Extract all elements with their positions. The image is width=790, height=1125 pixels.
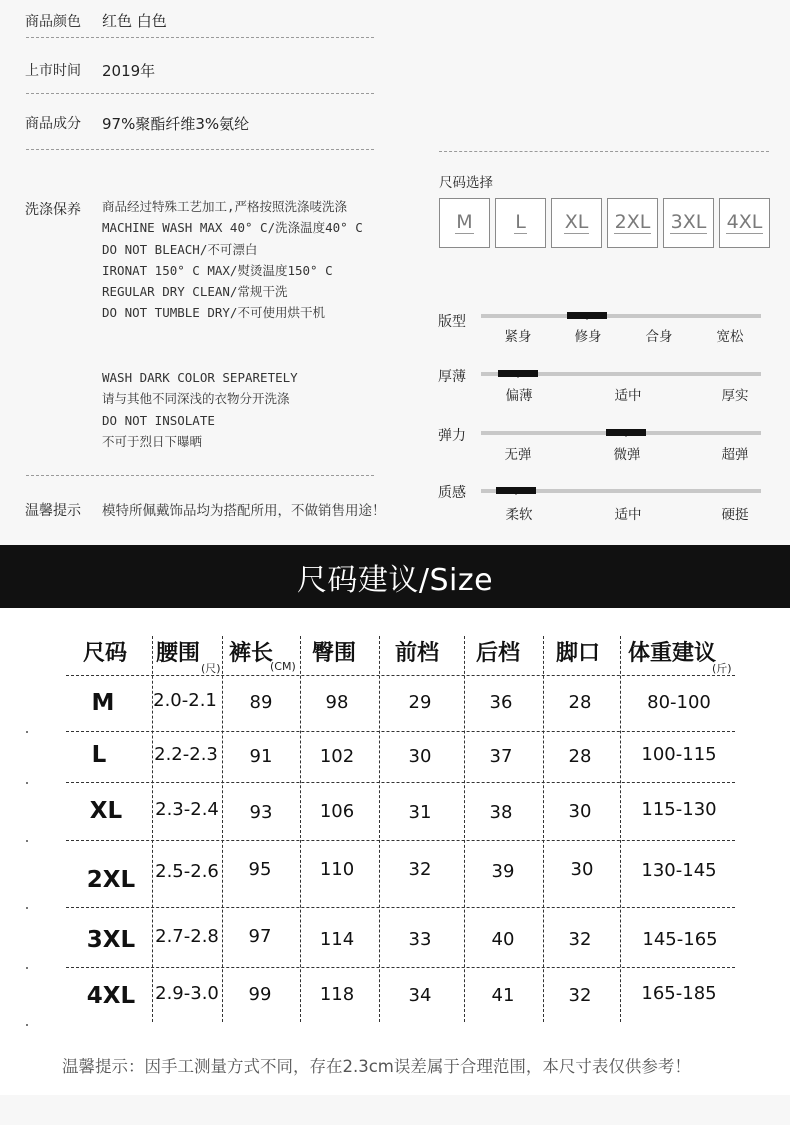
size-banner [0, 545, 790, 608]
care-line: MACHINE WASH MAX 40° C/洗涤温度40° C [102, 220, 363, 236]
care-line: REGULAR DRY CLEAN/常规干洗 [102, 284, 288, 300]
texture-scale [481, 489, 761, 493]
fit-tick: 紧身 [504, 329, 532, 345]
fit-tick: 宽松 [716, 329, 744, 345]
header-length: 裤长 [229, 641, 274, 666]
color-value: 红色 白色 [102, 12, 167, 30]
material-value: 97%聚酯纤维3%氨纶 [102, 115, 250, 133]
care-line: 商品经过特殊工艺加工,严格按照洗涤唛洗涤 [102, 199, 348, 214]
thickness-tick: 适中 [614, 388, 642, 404]
measurement-note: 温馨提示：因手工测量方式不同，存在2.3cm误差属于合理范围，本尺寸表仅供参考！ [62, 1057, 691, 1076]
material-label: 商品成分 [25, 116, 81, 132]
header-hip: 臀围 [312, 641, 357, 666]
fit-tick: 修身 [574, 329, 602, 345]
care-line: DO NOT BLEACH/不可漂白 [102, 241, 258, 257]
elasticity-scale [481, 431, 761, 435]
fit-label: 版型 [438, 314, 466, 330]
size-option-m[interactable]: M [439, 198, 490, 248]
elasticity-tick: 超弹 [721, 447, 749, 463]
thickness-scale [481, 372, 761, 376]
elasticity-tick: 微弹 [613, 447, 641, 463]
unit-waist: (尺) [201, 662, 221, 675]
size-option-xl[interactable]: XL [551, 198, 602, 248]
tip-label: 温馨提示 [25, 503, 81, 519]
fit-indicator [567, 312, 607, 319]
thickness-label: 厚薄 [438, 369, 466, 385]
header-waist: 腰围 [156, 641, 201, 666]
care-line: 不可于烈日下曝晒 [102, 433, 203, 449]
thickness-indicator [498, 370, 538, 377]
fit-scale [481, 314, 761, 318]
texture-tick: 硬挺 [721, 507, 749, 523]
header-weight: 体重建议 [628, 641, 717, 666]
elasticity-label: 弹力 [438, 428, 466, 444]
divider [26, 93, 374, 94]
divider [26, 37, 374, 38]
care-line: WASH DARK COLOR SEPARETELY [102, 370, 298, 385]
unit-weight: (斤) [712, 662, 732, 675]
color-label: 商品颜色 [25, 14, 81, 30]
size-table-area [0, 608, 790, 1095]
care-instructions-extra [102, 367, 298, 452]
texture-tick: 柔软 [505, 507, 533, 523]
size-option-4xl[interactable]: 4XL [719, 198, 770, 248]
care-line: DO NOT TUMBLE DRY/不可使用烘干机 [102, 305, 325, 321]
size-option-2xl[interactable]: 2XL [607, 198, 658, 248]
fit-tick: 合身 [645, 329, 673, 345]
texture-tick: 适中 [614, 507, 642, 523]
care-line: 请与其他不同深浅的衣物分开洗涤 [102, 391, 290, 407]
care-label: 洗涤保养 [25, 202, 81, 218]
texture-label: 质感 [438, 485, 466, 501]
care-instructions [102, 196, 363, 324]
thickness-tick: 厚实 [721, 388, 749, 404]
header-front-rise: 前档 [395, 641, 440, 666]
launch-value: 2019年 [102, 62, 156, 80]
texture-indicator [496, 487, 536, 494]
header-size: 尺码 [83, 641, 128, 666]
divider [26, 475, 374, 476]
header-leg-opening: 脚口 [556, 641, 601, 666]
care-line: IRONAT 150° C MAX/熨烫温度150° C [102, 262, 333, 278]
divider [439, 151, 769, 152]
care-line: DO NOT INSOLATE [102, 412, 215, 428]
elasticity-indicator [606, 429, 646, 436]
size-banner-title: 尺码建议/Size [296, 562, 494, 598]
unit-length: (CM) [270, 660, 296, 673]
size-option-l[interactable]: L [495, 198, 546, 248]
thickness-tick: 偏薄 [505, 388, 533, 404]
tip-value: 模特所佩戴饰品均为搭配所用，不做销售用途！ [102, 503, 386, 519]
launch-label: 上市时间 [25, 63, 81, 79]
header-back-rise: 后档 [476, 641, 521, 666]
divider [26, 149, 374, 150]
product-info-section [0, 0, 790, 545]
size-option-3xl[interactable]: 3XL [663, 198, 714, 248]
elasticity-tick: 无弹 [504, 447, 532, 463]
bottom-strip [0, 1095, 790, 1125]
size-select-title: 尺码选择 [439, 175, 493, 191]
